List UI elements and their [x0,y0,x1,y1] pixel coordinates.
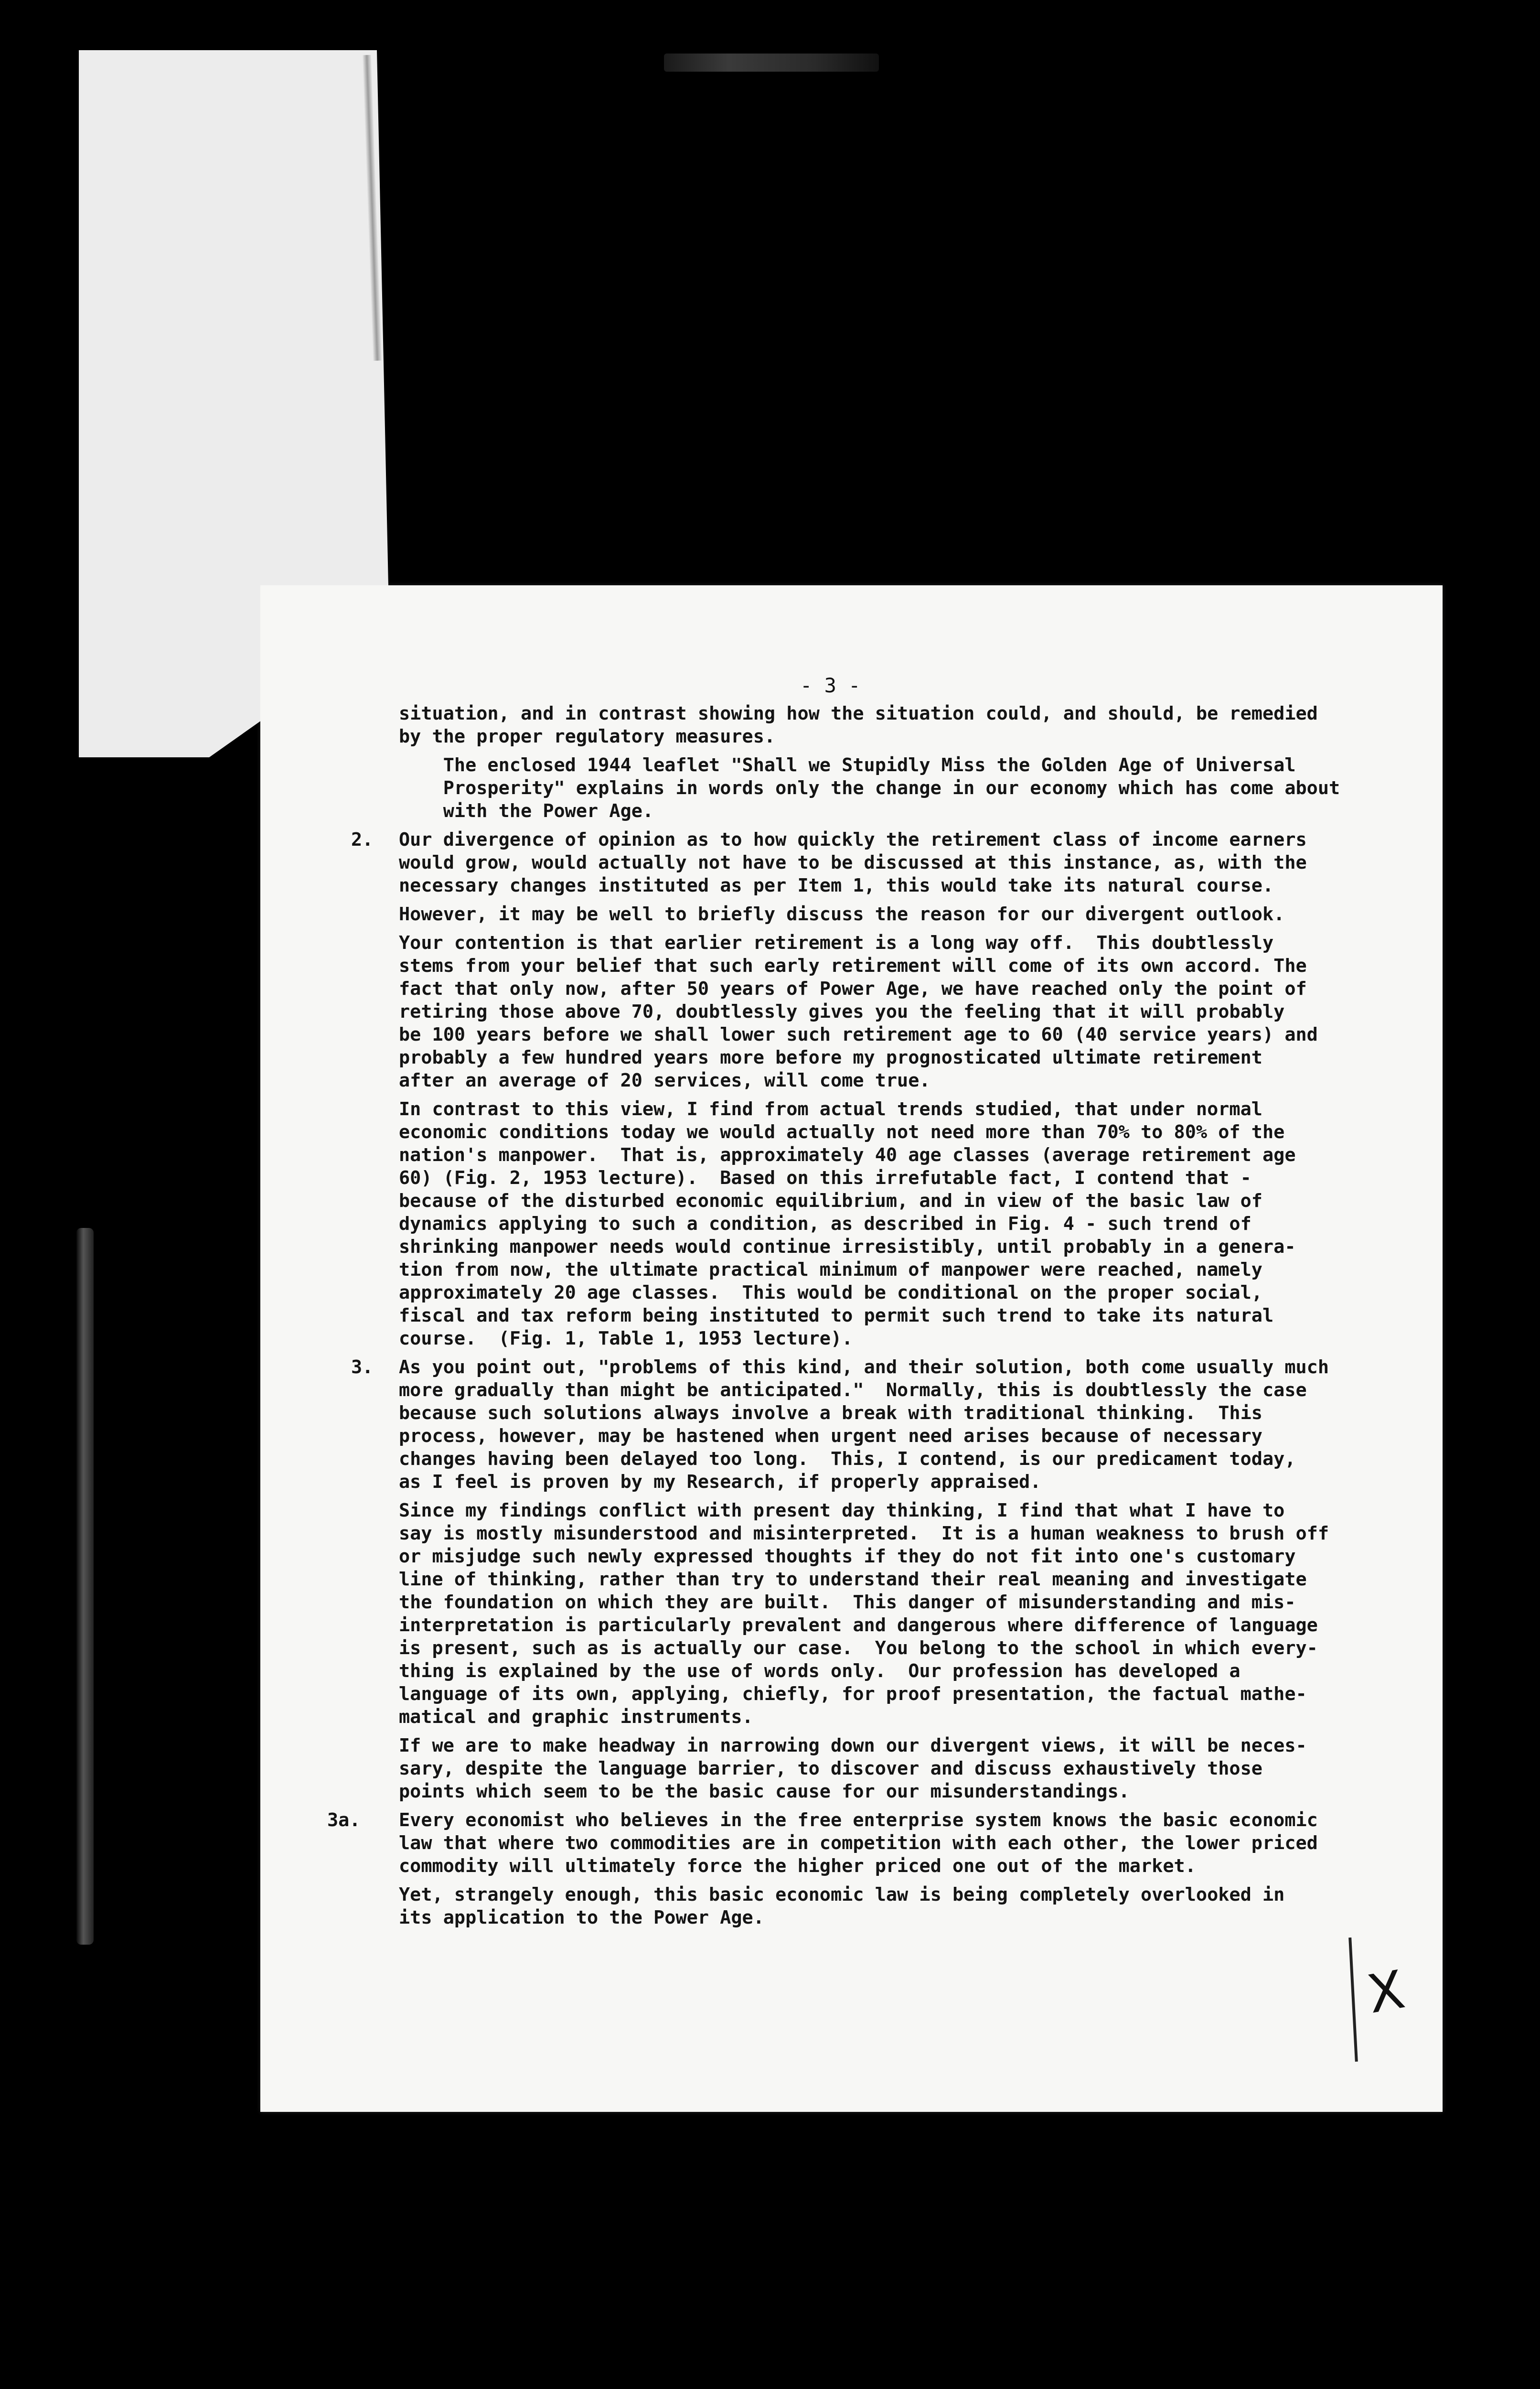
paragraph [399,903,1392,926]
document-page [260,585,1443,2112]
paragraph [327,1809,1392,1878]
sheet-fold [363,55,382,361]
paragraph-text: Since my findings conflict with present day thinking, I find that what I have to say is mostly misunderstood and misinterpreted. It is a human weakness to brush off or misjudge such newly expressed thoughts if they do not fit into one's customary line of thinking, rather than try to understand their real meaning and investigate the foundation on which they are built. This danger of misunderstanding and mis- interpretation is particularly prevalent and dangerous where difference of language is present, such as is actually our case. You belong to the school in which every- thing is explained by the use of words only. Our profession has developed a language of its own, applying, chiefly, for proof presentation, the factual mathe- matical and graphic instruments. [399,1500,1329,1728]
paragraph [399,754,1392,823]
paragraph [399,1883,1392,1929]
paragraph-number: 3. [351,1356,374,1378]
paragraph-text: situation, and in contrast showing how the situation could, and should, be remedied by the proper regulatory measures. [399,703,1318,747]
paragraph-text: Every economist who believes in the free enterprise system knows the basic economic law that where two commodities are in competition with each other, the lower priced commodity will ultimately force the higher priced one out of the market. [399,1809,1318,1877]
margin-bar [1348,1937,1358,2062]
page-number: - 3 - [800,674,861,697]
paragraph-text: If we are to make headway in narrowing down our divergent views, it will be neces- sary, despite the language barrier, to discover and discuss exhaustively those points which seem to be the basic cause for our misunderstandings. [399,1735,1307,1802]
paragraph [351,1356,1392,1494]
paragraph-text: However, it may be well to briefly discuss the reason for our divergent outlook. [399,904,1285,925]
paragraph-text: As you point out, "problems of this kind, and their solution, both come usually much more gradually than might be anticipated." Normally, this is doubtlessly the case because such solutions always involve a break with traditional thinking. This process, however, may be hastened when urgent need arises because of necessary changes having been delayed too long. This, I contend, is our predicament today, as I feel is proven by my Research, if properly appraised. [399,1356,1329,1493]
paragraph-text: Yet, strangely enough, this basic economic law is being completely overlooked in its application to the Power Age. [399,1884,1285,1928]
paragraph-text: Our divergence of opinion as to how quickly the retirement class of income earners would grow, would actually not have to be discussed at this instance, as, with the necessary changes instituted as per Item 1, this would take its natural course. [399,829,1307,896]
paragraph [351,829,1392,897]
paragraph [399,932,1392,1092]
paragraph [399,1499,1392,1729]
paragraph-text: In contrast to this view, I find from actual trends studied, that under normal economic conditions today we would actually not need more than 70% to 80% of the nation's manpower. That is, approximately 40 age classes (average retirement age 60) (Fig. 2, 1953 lecture). Based on this irrefutable fact, I contend that - because of the disturbed economic equilibrium, and in view of the basic law of dynamics applying to such a condition, as described in Fig. 4 - such trend of shrinking manpower needs would continue irresistibly, until probably in a genera- tion from now, the ultimate practical minimum of manpower were reached, namely approximately 20 age classes. This would be conditional on the proper social, fiscal and tax reform being instituted to permit such trend to take its natural course. (Fig. 1, Table 1, 1953 lecture). [399,1098,1296,1349]
paragraph-text: Your contention is that earlier retirement is a long way off. This doubtlessly stems from your belief that such early retirement will come of its own accord. The fact that only now, after 50 years of Power Age, we have reached only the point of retiring those above 70, doubtlessly gives you the feeling that it will probably be 100 years before we shall lower such retirement age to 60 (40 service years) and probably a few hundred years more before my prognosticated ultimate retirement after an average of 20 services, will come true. [399,932,1318,1091]
paragraph [399,702,1392,748]
scan-edge-mark [76,1228,94,1945]
paragraph-number: 3a. [327,1809,361,1831]
document-body [327,702,1392,1929]
paragraph [399,1734,1392,1803]
margin-mark [1352,1937,1409,2062]
paragraph-number: 2. [351,829,374,850]
paragraph-text: The enclosed 1944 leaflet "Shall we Stupidly Miss the Golden Age of Universal Prosperity" explains in words only the change in our economy which has come about with the Power Age. [443,754,1340,822]
margin-x-mark: X [1363,1959,1409,2025]
scan-smudge [664,54,879,72]
paragraph [399,1098,1392,1350]
